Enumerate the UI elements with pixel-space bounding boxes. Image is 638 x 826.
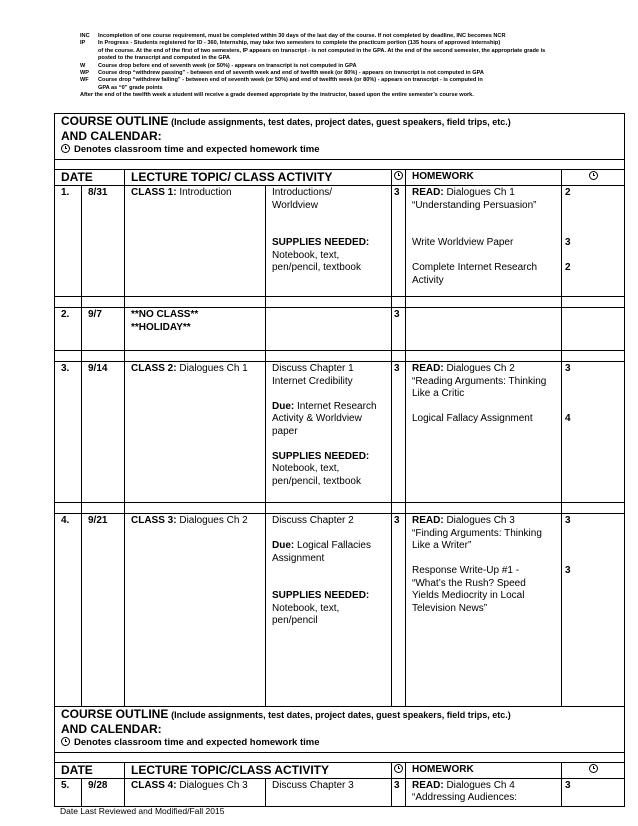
outline-header-repeat: COURSE OUTLINE (Include assignments, test dates, project dates, guest speakers, field trips, etc.) AND CALENDAR: Denotes classroom time and expected homework time	[55, 707, 625, 753]
legend-item: WF Course drop “withdrew failing” - between end of seventh week (or 50%) and end of twelfth week (or 80%) - appears on transcript - is computed in	[80, 77, 483, 84]
denotes-note: Denotes classroom time and expected homework time	[74, 144, 320, 155]
table-row: 1. 8/31 CLASS 1: Introduction Introductions/ Worldview SUPPLIES NEEDED: Notebook, text, pen/pencil, textbook 3 READ: Dialogues Ch 1 “Understanding Persuasion” Write Worldview Paper Complete Internet Research Activity 2 3 2	[55, 186, 625, 297]
clock-icon	[589, 764, 598, 773]
table-row: 5. 9/28 CLASS 4: Dialogues Ch 3 Discuss Chapter 3 3 READ: Dialogues Ch 4 “Addressing Audiences: 3	[55, 778, 625, 806]
outline-subtitle: (Include assignments, test dates, project dates, guest speakers, field trips, etc.)	[171, 117, 511, 127]
clock-icon	[394, 171, 403, 180]
table-row: 4. 9/21 CLASS 3: Dialogues Ch 2 Discuss Chapter 2 Due: Logical Fallacies Assignment SUPPLIES NEEDED: Notebook, text, pen/pencil 3 READ: Dialogues Ch 3 “Finding Arguments: Thinking Like a Writer” Response Write-Up #1 - “What’s the Rush? Speed Yields Mediocrity in Local Television News” 3 3	[55, 514, 625, 707]
course-outline-table	[54, 113, 625, 807]
lecture-header: LECTURE TOPIC/ CLASS ACTIVITY	[125, 170, 392, 186]
column-headers	[55, 170, 625, 186]
legend-item: W Course drop before end of seventh week (or 50%) - appears on transcript is not computed in GPA	[80, 62, 357, 69]
column-headers: DATE LECTURE TOPIC/CLASS ACTIVITY HOMEWORK	[55, 762, 625, 778]
legend-item: WP Course drop “withdrew passing” - between end of seventh week and end of twelfth week (or 80%) - appears on transcript is not computed in GPA	[80, 70, 484, 77]
homework-header: HOMEWORK	[406, 170, 562, 186]
outline-header	[55, 114, 625, 160]
date-header: DATE	[55, 170, 125, 186]
footer-note: Date Last Reviewed and Modified/Fall 2015	[60, 806, 225, 816]
clock-icon	[61, 144, 70, 153]
calendar-title: AND CALENDAR:	[61, 128, 162, 143]
legend-final-note: After the end of the twelfth week a student will receive a grade deemed appropriate by the instructor, based upon the entire semester’s course work.	[80, 92, 474, 99]
legend-item: INC Incompletion of one course requirement, must be completed within 30 days of the last day of the course. If not completed by deadline, INC becomes NCR	[80, 33, 506, 39]
legend-item: IP In Progress - Students registered for ID - 360, Internship, may take two semesters to complete the practicum portion (135 hours of approved internship)	[80, 40, 501, 47]
table-row: 2. 9/7 **NO CLASS** **HOLIDAY** 3	[55, 308, 625, 351]
table-row: 3. 9/14 CLASS 2: Dialogues Ch 1 Discuss Chapter 1 Internet Credibility Due: Internet Research Activity & Worldview paper SUPPLIES NEEDED: Notebook, text, pen/pencil, textbook 3 READ: Dialogues Ch 2 “Reading Arguments: Thinking Like a Critic Logical Fallacy Assignment 3 4	[55, 362, 625, 503]
outline-title: COURSE OUTLINE	[61, 114, 169, 128]
clock-icon	[589, 171, 598, 180]
clock-icon	[394, 764, 403, 773]
clock-icon	[61, 737, 70, 746]
grade-legend: INC Incompletion of one course requirement, must be completed within 30 days of the last day of the course. If not completed by deadline, INC becomes NCR IP In Progress - Students registered for ID - 360, Internship, may take two semesters to complete the practicum portion (135 hours of approved internship) of the course. At the end of the first of two semesters, IP appears on transcript - is not computed in the GPA. At the end of the second semester, the appropriate grade is posted to the transcript and computed in the GPA W Course drop before end of seventh week (or 50%) - appears on transcript is not computed in GPA WP Course drop “withdrew passing” - between end of seventh week and end of twelfth week (or 80%) - appears on transcript is not computed in GPA WF Course drop “withdrew failing” - between end of seventh week (or 50%) and end of twelfth week (or 80%) - appears on transcript - is computed in GPA as “0” grade points After the end of the twelfth week a student will receive a grade deemed appropriate by the instructor, based upon the entire semester’s course work.	[80, 33, 620, 100]
